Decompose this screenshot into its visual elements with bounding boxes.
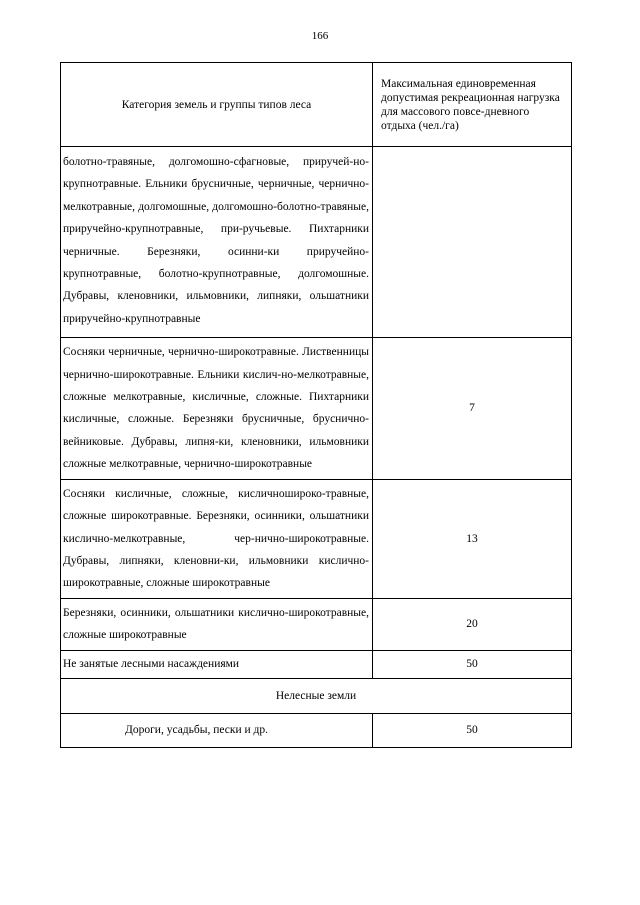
recreational-load-table (60, 62, 572, 748)
table-row (61, 147, 572, 338)
row-load-value: 13 (373, 479, 572, 598)
table-header-row (61, 63, 572, 147)
row-load-value: 50 (373, 650, 572, 678)
row-forest-types: Не занятые лесными насаждениями (61, 650, 373, 678)
row-load-value: 50 (373, 713, 572, 747)
row-forest-types: болотно-травяные, долгомошно-сфагновые, приручей-но-крупнотравные. Ельники брусничные, черничные, чернично-мелкотравные, долгомошные, долгомошно-болотно-травяные, приручейно-крупнотравные, при-ручьевые. Пихтарники черничные. Березняки, осинни-ки приручейно-крупнотравные, болотно-крупнотравные, долгомошные. Дубравы, кленовники, ильмовники, липняки, ольшатники приручейно-крупнотравные (61, 147, 373, 338)
header-category: Категория земель и группы типов леса (61, 63, 373, 147)
table-row (61, 598, 572, 650)
table-row (61, 650, 572, 678)
row-load-value: 7 (373, 338, 572, 479)
row-load-value (373, 147, 572, 338)
row-roads: Дороги, усадьбы, пески и др. (61, 713, 373, 747)
section-row (61, 678, 572, 713)
row-forest-types: Березняки, осинники, ольшатники кислично-широкотравные, сложные широкотравные (61, 598, 373, 650)
row-load-value: 20 (373, 598, 572, 650)
row-forest-types: Сосняки кисличные, сложные, кисличношироко-травные, сложные широкотравные. Березняки, осинники, ольшатники кислично-мелкотравные, чер-нично-широкотравные. Дубравы, липняки, кленовни-ки, ильмовники кислично-широкотравные, сложные широкотравные (61, 479, 373, 598)
page-number: 166 (311, 30, 329, 42)
table-row (61, 338, 572, 479)
header-load: Максимальная единовременная допустимая рекреационная нагрузка для массового повсе-дневного отдыха (чел./га) (373, 63, 572, 147)
row-forest-types: Сосняки черничные, чернично-широкотравные. Лиственницы чернично-широкотравные. Ельники кислич-но-мелкотравные, сложные мелкотравные, кисличные, сложные. Пихтарники кисличные, сложные. Березняки брусничные, бруснично-вейниковые. Дубравы, липня-ки, кленовники, ильмовники сложные мелкотравные, чернично-широкотравные (61, 338, 373, 479)
table-row (61, 713, 572, 747)
section-heading: Нелесные земли (61, 678, 572, 713)
table-row (61, 479, 572, 598)
